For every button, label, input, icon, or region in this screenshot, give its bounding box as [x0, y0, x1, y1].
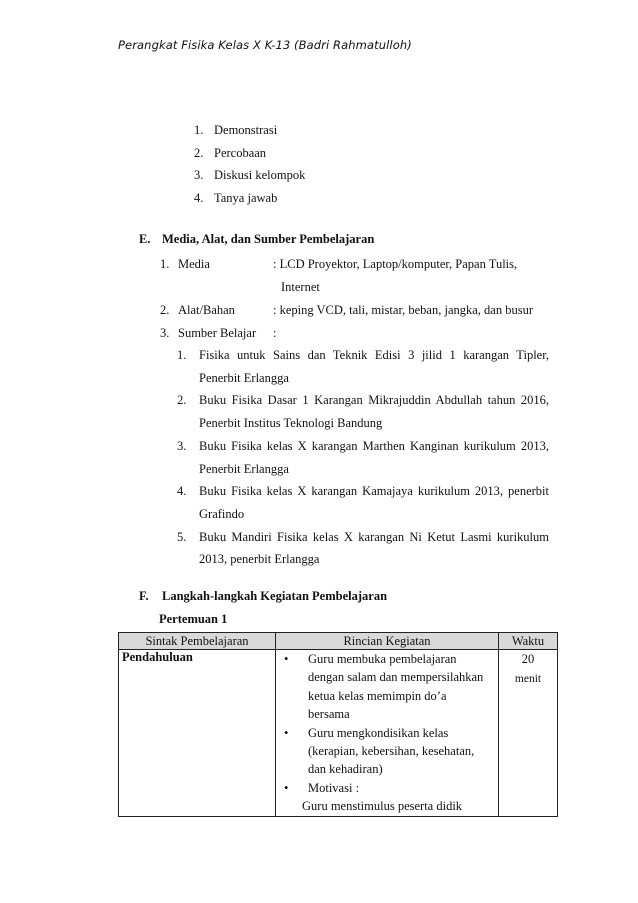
bullet-item: • Guru membuka pembelajaran dengan salam dan mempersilahkan ketua kelas memimpin do’a bersama	[284, 652, 484, 722]
source-list	[177, 344, 549, 571]
list-item: 3. Buku Fisika kelas X karangan Marthen Kanginan kurikulum 2013, Penerbit Erlangga	[177, 438, 549, 476]
bullet-item: • Motivasi :	[284, 779, 495, 797]
page-header: Perangkat Fisika Kelas X K-13 (Badri Rahmatulloh)	[118, 38, 412, 52]
bullet-icon: •	[284, 780, 289, 795]
method-list	[194, 119, 305, 209]
list-item: 3. Diskusi kelompok	[194, 168, 306, 182]
activity-table	[118, 632, 558, 817]
list-item: 1. Demonstrasi	[194, 123, 278, 137]
bullet-icon: •	[284, 652, 289, 666]
bullet-icon: •	[284, 725, 289, 740]
table-row	[119, 650, 558, 817]
column-header-syntax: Sintak Pembelajaran	[119, 633, 276, 650]
table-header-row	[119, 633, 558, 650]
section-e-heading: E. Media, Alat, dan Sumber Pembelajaran	[139, 232, 375, 246]
list-item: 3. Sumber Belajar :	[160, 326, 277, 340]
list-item: 4. Buku Fisika kelas X karangan Kamajaya kurikulum 2013, penerbit Grafindo	[177, 484, 549, 521]
list-item: 1. Fisika untuk Sains dan Teknik Edisi 3 jilid 1 karangan Tipler, Penerbit Erlangga	[177, 348, 549, 385]
time-cell: 20 menit	[499, 650, 558, 817]
list-item: 2. Alat/Bahan : keping VCD, tali, mistar, beban, jangka, dan busur	[160, 303, 533, 317]
activity-text: Guru menstimulus peserta didik	[302, 799, 463, 814]
list-item: 1. Media : LCD Proyektor, Laptop/komputer, Papan Tulis, Internet	[160, 257, 518, 294]
column-header-activity: Rincian Kegiatan	[276, 633, 499, 650]
list-item: 4. Tanya jawab	[194, 190, 278, 205]
list-item: 2. Percobaan	[194, 145, 267, 160]
column-header-time: Waktu	[499, 633, 558, 650]
meeting-label: Pertemuan 1	[159, 612, 228, 626]
syntax-cell: Pendahuluan	[119, 650, 276, 817]
list-item: 5. Buku Mandiri Fisika kelas X karangan Ni Ketut Lasmi kurikulum 2013, penerbit Erlangga	[177, 529, 549, 567]
list-item: 2. Buku Fisika Dasar 1 Karangan Mikrajuddin Abdullah tahun 2016, Penerbit Institus Teknologi Bandung	[177, 393, 549, 431]
media-list	[160, 253, 550, 345]
bullet-item: • Guru mengkondisikan kelas (kerapian, kebersihan, kesehatan, dan kehadiran)	[284, 725, 475, 777]
section-f-heading: F. Langkah-langkah Kegiatan Pembelajaran	[139, 589, 388, 603]
activity-cell	[276, 650, 499, 817]
